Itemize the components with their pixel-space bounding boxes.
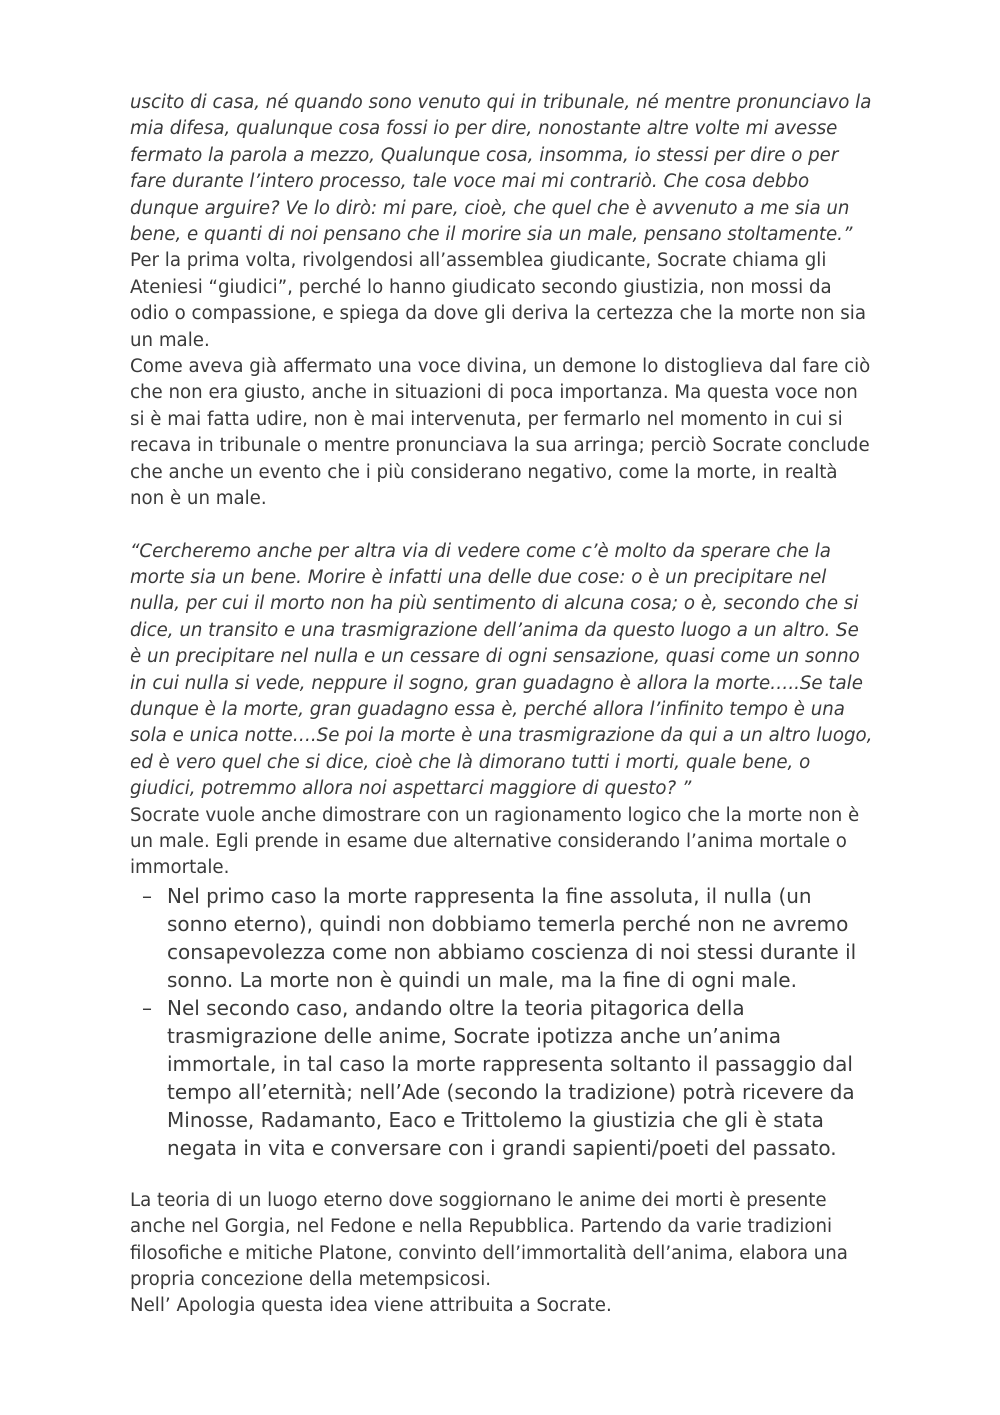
paragraph-judges: Per la prima volta, rivolgendosi all’assemblea giudicante, Socrate chiama gli Ateniesi “giudici”, perché lo hanno giudicato secondo giustizia, non mossi da odio o compassione, e spiega da dove gli deriva la certezza che la morte non sia un male. xyxy=(130,250,866,351)
paragraph-eternal-place: La teoria di un luogo eterno dove soggiornano le anime dei morti è presente anche nel Gorgia, nel Fedone e nella Repubblica. Partendo da varie tradizioni filosofiche e mitiche Platone, convinto dell’immortalità dell’anima, elabora una propria concezione della metempsicosi. xyxy=(130,1189,848,1290)
document-page xyxy=(130,90,875,1320)
quote-apology-voice: uscito di casa, né quando sono venuto qui in tribunale, né mentre pronunciavo la mia difesa, qualunque cosa fossi io per dire, nonostante altre volte mi avesse fermato la parola a mezzo, Qualunque cosa, insomma, io stessi per dire o per fare durante l’intero processo, tale voce mai mi contrariò. Che cosa debbo dunque arguire? Ve lo dirò: mi pare, cioè, che quel che è avvenuto a me sia un bene, e quanti di noi pensano che il morire sia un male, pensano stoltamente.” xyxy=(130,92,872,246)
paragraph-daimon: Come aveva già affermato una voce divina, un demone lo distoglieva dal fare ciò che non era giusto, anche in situazioni di poca importanza. Ma questa voce non si è mai fatta udire, non è mai intervenuta, per fermarlo nel momento in cui si recava in tribunale o mentre pronunciava la sua arringa; perciò Socrate conclude che anche un evento che i più considerano negativo, come la morte, in realtà non è un male. xyxy=(130,356,871,510)
dash-bullet: – xyxy=(142,883,152,908)
paragraph-logical-argument: Socrate vuole anche dimostrare con un ragionamento logico che la morte non è un male. Egli prende in esame due alternative considerando l’anima mortale o immortale. xyxy=(130,804,860,879)
paragraph-apology-attribution: Nell’ Apologia questa idea viene attribuita a Socrate. xyxy=(130,1295,612,1317)
dash-bullet: – xyxy=(142,995,152,1020)
quote-death-alternatives: “Cercheremo anche per altra via di vedere come c’è molto da sperare che la morte sia un bene. Morire è infatti una delle due cose: o è un precipitare nel nulla, per cui il morto non ha più sentimento di alcuna cosa; o è, secondo che si dice, un transito e una trasmigrazione dell’anima da questo luogo a un altro. Se è un precipitare nel nulla e un cessare di ogni sensazione, quasi come un sonno in cui nulla si vede, neppure il sogno, gran guadagno è allora la morte…..Se tale dunque è la morte, gran guadagno essa è, perché allora l’infinito tempo è una sola e unica notte….Se poi la morte è una trasmigrazione da qui a un altro luogo, ed è vero quel che si dice, cioè che là dimorano tutti i morti, quale bene, o giudici, potremmo allora noi aspettarci maggiore di questo? ” xyxy=(130,540,873,800)
list-item xyxy=(130,882,875,994)
list-item-text: Nel secondo caso, andando oltre la teoria pitagorica della trasmigrazione delle anime, Socrate ipotizza anche un’anima immortale, in tal caso la morte rappresenta soltanto il passaggio dal tempo all’eternità; nell’Ade (secondo la tradizione) potrà ricevere da Minosse, Radamanto, Eaco e Trittolemo la giustizia che gli è stata negata in vita e conversare con i grandi sapienti/poeti del passato. xyxy=(167,995,855,1160)
list-item xyxy=(130,994,875,1162)
alternatives-list xyxy=(130,882,875,1162)
paragraph-spacer xyxy=(130,1162,875,1188)
paragraph-spacer xyxy=(130,513,875,539)
list-item-text: Nel primo caso la morte rappresenta la fine assoluta, il nulla (un sonno eterno), quindi non dobbiamo temerla perché non ne avremo consapevolezza come non abbiamo coscienza di noi stessi durante il sonno. La morte non è quindi un male, ma la fine di ogni male. xyxy=(167,883,857,992)
